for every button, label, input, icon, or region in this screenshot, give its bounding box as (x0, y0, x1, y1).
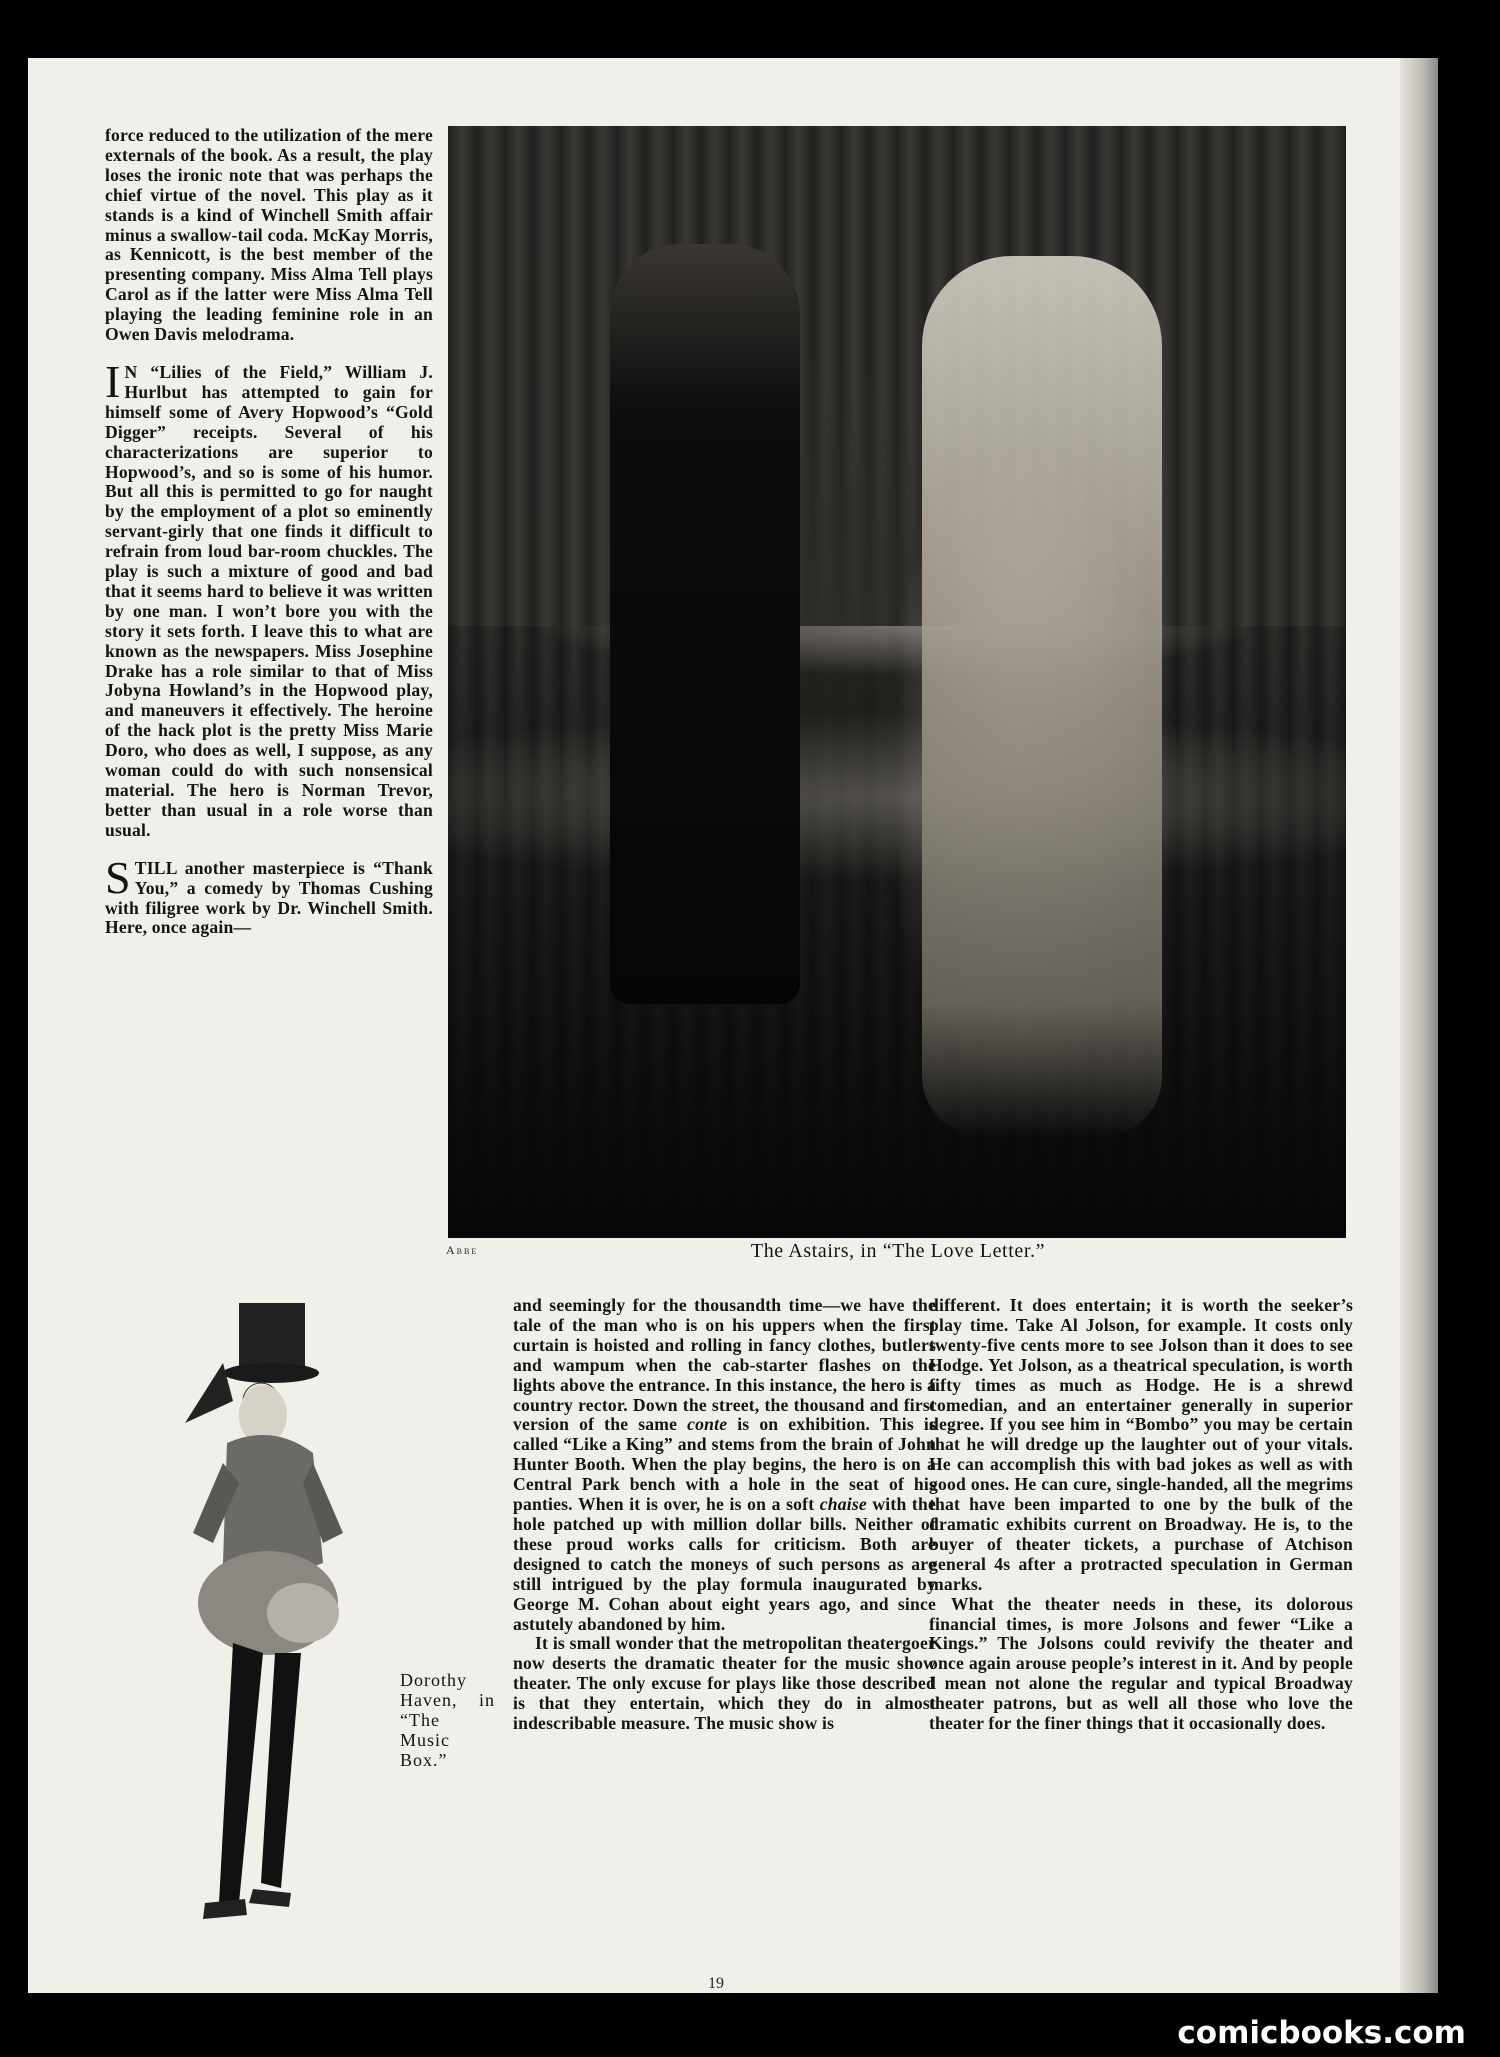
right-text-column (929, 1296, 1353, 1734)
drop-cap-s: S (105, 851, 131, 903)
left-text-column (105, 126, 433, 938)
photo-stage-floor (448, 626, 1346, 1238)
dorothy-haven-photo (183, 1303, 393, 1963)
costume-figure-illustration (183, 1303, 393, 1963)
left-paragraph-1: force reduced to the utilization of the mere externals of the book. As a result, the play loses the ironic note that was perhaps the chief virtue of the novel. This play as it stands is a kind of Winchell Smith affair minus a swallow-tail coda. McKay Morris, as Kennicott, is the best member of the presenting company. Miss Alma Tell plays Carol as if the latter were Miss Alma Tell playing the leading feminine role in an Owen Davis melodrama. (105, 125, 433, 345)
page-number: 19 (708, 1975, 724, 1992)
photo-figure-woman (922, 256, 1162, 1136)
middle-paragraph-1-italic-chaise: chaise (819, 1494, 867, 1515)
middle-paragraph-1-part-c: with the hole patched up with million dollar bills. Neither of these proud works calls for criticism. Both are designed to catch the moneys of such persons as are still intrigued by the play formula inaugurated by George M. Cohan about eight years ago, and since astutely abandoned by him. (513, 1494, 936, 1634)
right-paragraph-1: different. It does entertain; it is worth the seeker’s play time. Take Al Jolson, for example. It costs only twenty-five cents more to see Jolson than it does to see Hodge. Yet Jolson, as a theatrical speculation, is worth fifty times as much as Hodge. He is a shrewd comedian, and an entertainer generally in superior degree. If you see him in “Bombo” you may be certain that he will dredge up the laughter out of your vitals. He can accomplish this with bad jokes as well as with good ones. He can cure, single-handed, all the megrims that have been imparted to one by the bulk of the dramatic exhibits current on Broadway. He is, to the buyer of theater tickets, a purchase of Atchison general 4s after a protracted speculation in German marks. (929, 1295, 1353, 1594)
magazine-page (28, 58, 1438, 1993)
middle-paragraph-1-italic-conte: conte (687, 1414, 728, 1435)
page-gutter-shadow (1400, 58, 1438, 1993)
drop-cap-i: I (105, 355, 121, 407)
site-watermark: comicbooks.com (1177, 2015, 1466, 2051)
photo-credit: Abbe (446, 1243, 479, 1257)
left-paragraph-3-text: TILL another masterpiece is “Thank You,” a comedy by Thomas Cushing with filigree work by Dr. Winchell Smith. Here, once again— (105, 857, 433, 938)
astaires-photo (448, 126, 1346, 1238)
middle-paragraph-1-part-b: is on exhibition. This is called “Like a King” and stems from the brain of John Hunter Booth. When the play begins, the hero is on a Central Park bench with a hole in the seat of his panties. When it is over, he is on a soft (513, 1414, 937, 1515)
left-paragraph-2-text: N “Lilies of the Field,” William J. Hurlbut has attempted to gain for himself some of Avery Hopwood’s “Gold Digger” receipts. Several of his characterizations are superior to Hopwood’s, and so is some of his humor. But all this is permitted to go for naught by the employment of a plot so eminently servant-girly that one finds it difficult to refrain from loud bar-room chuckles. The play is such a mixture of good and bad that it seems hard to believe it was written by one man. I won’t bore you with the story it sets forth. I leave this to what are known as the newspapers. Miss Josephine Drake has a role similar to that of Miss Jobyna Howland’s in the Hopwood play, and maneuvers it effectively. The heroine of the hack plot is the pretty Miss Marie Doro, who does as well, I suppose, as any woman could do with such nonsensical material. The hero is Norman Trevor, better than usual in a role worse than usual. (105, 361, 433, 840)
left-paragraph-2 (105, 355, 433, 841)
right-paragraph-2: What the theater needs in these, its dolorous financial times, is more Jolsons and fewer “Like a Kings.” The Jolsons could revivify the theater and once again arouse people’s interest in it. And by people I mean not alone the regular and typical Broadway theater patrons, but as well all those who love the theater for the finer things that it occasionally does. (929, 1593, 1353, 1734)
middle-paragraph-1-part-a: and seemingly for the thousandth time—we have the tale of the man who is on his uppers when the first curtain is hoisted and rolling in fancy clothes, butlers and wampum when the cab-starter flashes on the lights above the entrance. In this instance, the hero is a country rector. Down the street, the thousand and first version of the same (513, 1295, 936, 1435)
portrait-caption: Dorothy Haven, in “The Music Box.” (400, 1670, 495, 1770)
middle-paragraph-1 (513, 1296, 936, 1634)
middle-paragraph-2: It is small wonder that the metropolitan theatergoer now deserts the dramatic theater for the music show theater. The only excuse for plays like those described is that they entertain, which they do in almost indescribable measure. The music show is (513, 1633, 936, 1734)
photo-caption: The Astairs, in “The Love Letter.” (750, 1240, 1046, 1262)
photo-figure-man (610, 244, 800, 1004)
middle-text-column (513, 1296, 936, 1734)
left-paragraph-3 (105, 851, 433, 939)
